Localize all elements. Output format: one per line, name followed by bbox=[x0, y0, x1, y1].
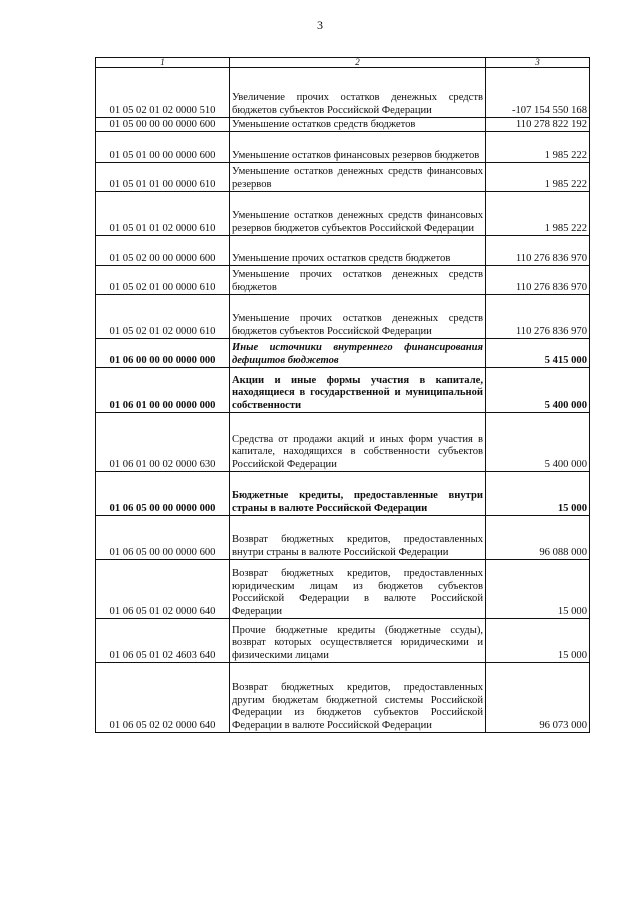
row-code: 01 05 01 00 00 0000 600 bbox=[96, 132, 230, 163]
page-number: 3 bbox=[317, 18, 323, 32]
row-name: Средства от продажи акций и иных форм участия в капитале, находящихся в собственности субъектов Российской Федерации bbox=[230, 413, 486, 472]
row-amount: -107 154 550 168 bbox=[486, 68, 590, 118]
row-name: Уменьшение остатков финансовых резервов бюджетов bbox=[230, 132, 486, 163]
row-amount: 15 000 bbox=[486, 560, 590, 619]
table-row bbox=[96, 619, 590, 663]
row-name: Уменьшение прочих остатков денежных средств бюджетов субъектов Российской Федерации bbox=[230, 295, 486, 339]
row-code: 01 06 05 01 02 4603 640 bbox=[96, 619, 230, 663]
row-amount: 15 000 bbox=[486, 472, 590, 516]
table-row bbox=[96, 516, 590, 560]
header-col-2: 2 bbox=[230, 58, 486, 68]
row-code: 01 05 02 01 02 0000 610 bbox=[96, 295, 230, 339]
row-amount: 110 276 836 970 bbox=[486, 236, 590, 266]
row-code: 01 06 05 00 00 0000 000 bbox=[96, 472, 230, 516]
table-row bbox=[96, 368, 590, 413]
row-code: 01 05 00 00 00 0000 600 bbox=[96, 118, 230, 132]
row-code: 01 06 00 00 00 0000 000 bbox=[96, 339, 230, 368]
row-code: 01 06 01 00 00 0000 000 bbox=[96, 368, 230, 413]
row-name: Бюджетные кредиты, предоставленные внутри страны в валюте Российской Федерации bbox=[230, 472, 486, 516]
row-code: 01 06 05 01 02 0000 640 bbox=[96, 560, 230, 619]
table-row bbox=[96, 339, 590, 368]
row-amount: 5 400 000 bbox=[486, 413, 590, 472]
table-row bbox=[96, 68, 590, 118]
row-code: 01 06 01 00 02 0000 630 bbox=[96, 413, 230, 472]
row-amount: 1 985 222 bbox=[486, 192, 590, 236]
row-code: 01 05 01 01 02 0000 610 bbox=[96, 192, 230, 236]
row-name: Уменьшение прочих остатков денежных средств бюджетов bbox=[230, 266, 486, 295]
table-row bbox=[96, 266, 590, 295]
table-row bbox=[96, 663, 590, 733]
row-name: Прочие бюджетные кредиты (бюджетные ссуды), возврат которых осуществляется юридическими и физическими лицами bbox=[230, 619, 486, 663]
row-amount: 110 278 822 192 bbox=[486, 118, 590, 132]
row-amount: 96 073 000 bbox=[486, 663, 590, 733]
row-code: 01 06 05 02 02 0000 640 bbox=[96, 663, 230, 733]
header-col-3: 3 bbox=[486, 58, 590, 68]
table-row bbox=[96, 413, 590, 472]
row-name: Иные источники внутреннего финансирования дефицитов бюджетов bbox=[230, 339, 486, 368]
row-name: Возврат бюджетных кредитов, предоставленных другим бюджетам бюджетной системы Российской Федерации из бюджетов субъектов Российской Федерации в валюте Российской Федерации bbox=[230, 663, 486, 733]
row-amount: 5 415 000 bbox=[486, 339, 590, 368]
table-header-row bbox=[96, 58, 590, 68]
row-amount: 5 400 000 bbox=[486, 368, 590, 413]
row-amount: 1 985 222 bbox=[486, 132, 590, 163]
row-name: Акции и иные формы участия в капитале, находящиеся в государственной и муниципальной собственности bbox=[230, 368, 486, 413]
row-amount: 96 088 000 bbox=[486, 516, 590, 560]
table-row bbox=[96, 560, 590, 619]
row-amount: 110 276 836 970 bbox=[486, 295, 590, 339]
row-amount: 110 276 836 970 bbox=[486, 266, 590, 295]
row-code: 01 06 05 00 00 0000 600 bbox=[96, 516, 230, 560]
row-name: Уменьшение остатков денежных средств финансовых резервов bbox=[230, 163, 486, 192]
row-code: 01 05 02 01 02 0000 510 bbox=[96, 68, 230, 118]
header-col-1: 1 bbox=[96, 58, 230, 68]
table-row bbox=[96, 192, 590, 236]
table-row bbox=[96, 118, 590, 132]
row-code: 01 05 01 01 00 0000 610 bbox=[96, 163, 230, 192]
row-name: Уменьшение прочих остатков средств бюджетов bbox=[230, 236, 486, 266]
row-name: Возврат бюджетных кредитов, предоставленных внутри страны в валюте Российской Федерации bbox=[230, 516, 486, 560]
table-row bbox=[96, 236, 590, 266]
row-name: Увеличение прочих остатков денежных средств бюджетов субъектов Российской Федерации bbox=[230, 68, 486, 118]
table-row bbox=[96, 472, 590, 516]
row-code: 01 05 02 00 00 0000 600 bbox=[96, 236, 230, 266]
row-name: Уменьшение остатков средств бюджетов bbox=[230, 118, 486, 132]
row-amount: 15 000 bbox=[486, 619, 590, 663]
table-row bbox=[96, 295, 590, 339]
row-name: Возврат бюджетных кредитов, предоставленных юридическим лицам из бюджетов субъектов Российской Федерации в валюте Российской Федерации bbox=[230, 560, 486, 619]
row-amount: 1 985 222 bbox=[486, 163, 590, 192]
table-row bbox=[96, 132, 590, 163]
table-row bbox=[96, 163, 590, 192]
row-code: 01 05 02 01 00 0000 610 bbox=[96, 266, 230, 295]
row-name: Уменьшение остатков денежных средств финансовых резервов бюджетов субъектов Российской Федерации bbox=[230, 192, 486, 236]
budget-sources-table bbox=[95, 57, 590, 733]
